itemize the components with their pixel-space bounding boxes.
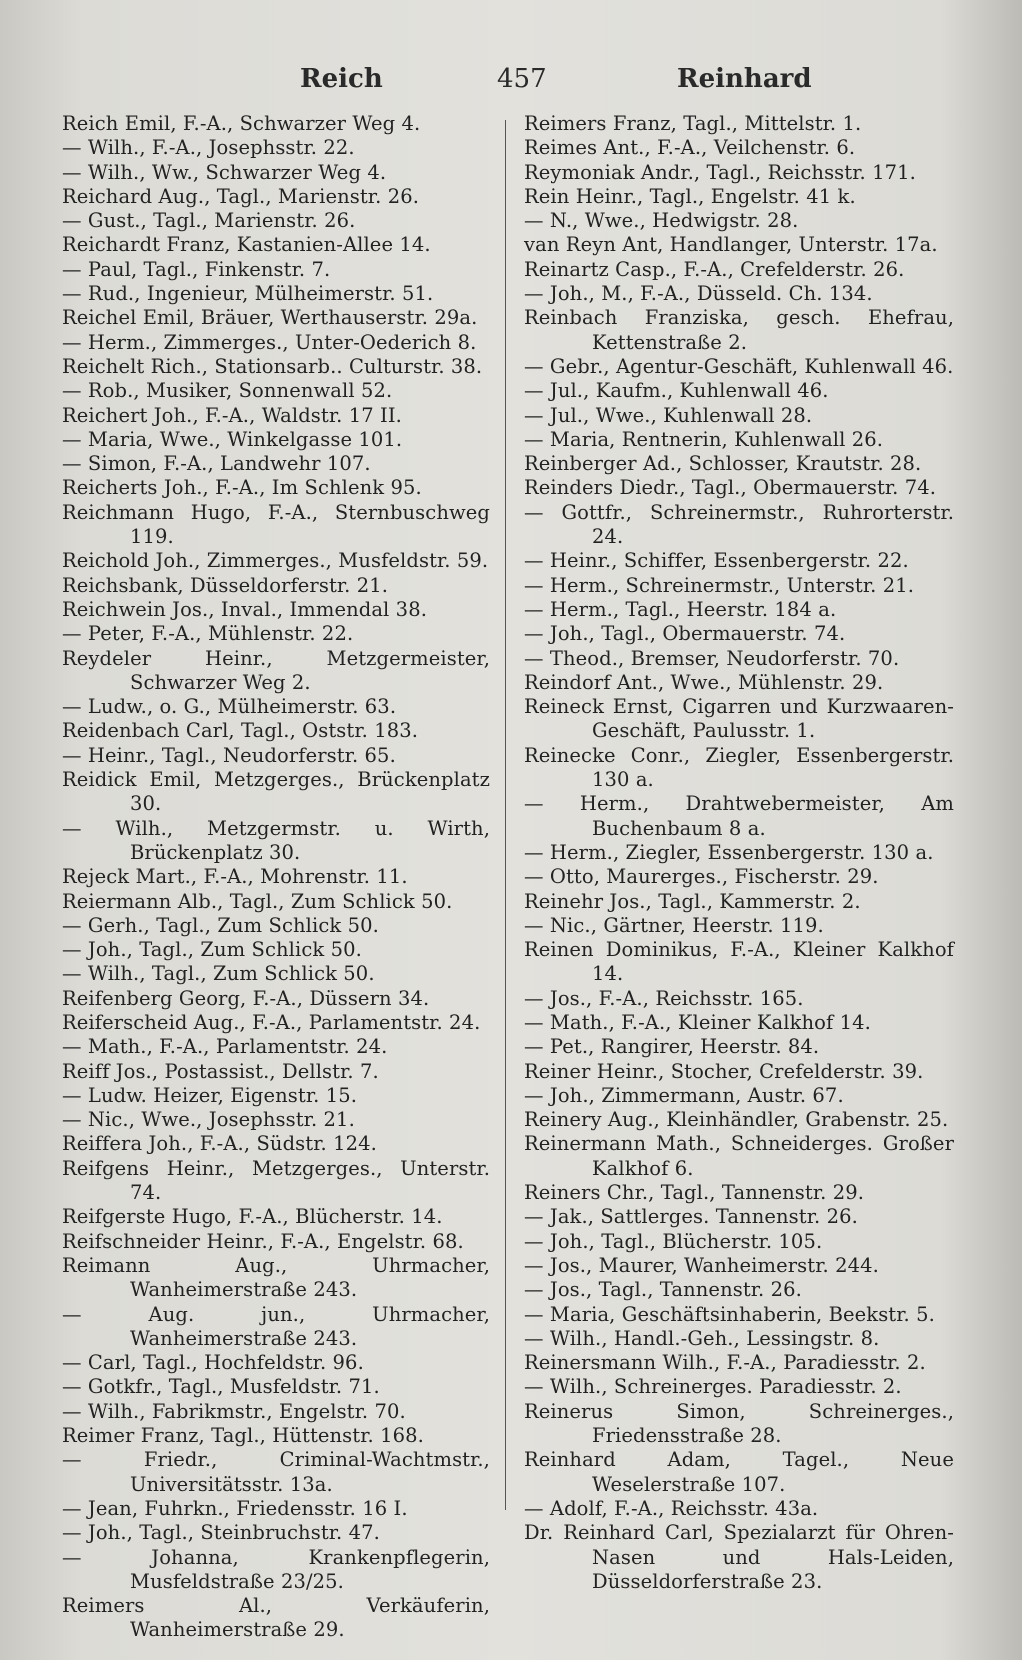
directory-entry: — Jak., Sattlerges. Tannenstr. 26. (524, 1205, 858, 1229)
directory-entry: Reinermann Math., Schneiderges. Großer Kalkhof 6. (524, 1132, 954, 1180)
directory-entry: — Herm., Tagl., Heerstr. 184 a. (524, 597, 837, 621)
directory-entry: Reimers Al., Verkäuferin, Wanheimerstraße 29. (62, 1594, 490, 1642)
directory-entry: Reichel Emil, Bräuer, Werthauserstr. 29a. (62, 306, 478, 330)
directory-entry: — Wilh., Handl.-Geh., Lessingstr. 8. (524, 1326, 880, 1350)
directory-entry: — Joh., Zimmermann, Austr. 67. (524, 1083, 844, 1107)
directory-entry: Reinery Aug., Kleinhändler, Grabenstr. 25. (524, 1108, 949, 1132)
directory-entry: — Joh., Tagl., Blücherstr. 105. (524, 1229, 823, 1253)
directory-entry: Reinberger Ad., Schlosser, Krautstr. 28. (524, 452, 922, 476)
directory-entry: — Johanna, Krankenpflegerin, Musfeldstraße 23/25. (62, 1545, 490, 1593)
directory-entry: — Maria, Geschäftsinhaberin, Beekstr. 5. (524, 1302, 935, 1326)
directory-entry: Reifgerste Hugo, F.-A., Blücherstr. 14. (62, 1205, 443, 1229)
directory-entry: Reymoniak Andr., Tagl., Reichsstr. 171. (524, 160, 916, 184)
directory-entry: Reinehr Jos., Tagl., Kammerstr. 2. (524, 889, 861, 913)
directory-entry: Reiermann Alb., Tagl., Zum Schlick 50. (62, 889, 453, 913)
directory-entry: Reichmann Hugo, F.-A., Sternbuschweg 119. (62, 500, 490, 549)
directory-entry: Reichwein Jos., Inval., Immendal 38. (62, 597, 427, 621)
directory-entry: Reichard Aug., Tagl., Marienstr. 26. (62, 184, 419, 208)
directory-entry: Reiner Heinr., Stocher, Crefelderstr. 39. (524, 1059, 924, 1083)
directory-entry: Rejeck Mart., F.-A., Mohrenstr. 11. (62, 865, 408, 889)
directory-entry: Reiferscheid Aug., F.-A., Parlamentstr. 24. (62, 1010, 481, 1034)
directory-entry: — Wilh., Schreinerges. Paradiesstr. 2. (524, 1375, 902, 1399)
directory-entry: Reinhard Adam, Tagel., Neue Weselerstraße 107. (524, 1448, 954, 1496)
directory-entry: — Rud., Ingenieur, Mülheimerstr. 51. (62, 282, 434, 306)
header-first-name: Reich (300, 64, 383, 94)
directory-entry: — Herm., Ziegler, Essenbergerstr. 130 a. (524, 840, 934, 864)
directory-entry: — N., Wwe., Hedwigstr. 28. (524, 209, 799, 233)
directory-entry: Reifenberg Georg, F.-A., Düssern 34. (62, 986, 430, 1010)
directory-entry: — Adolf, F.-A., Reichsstr. 43a. (524, 1496, 819, 1520)
directory-entry: — Maria, Wwe., Winkelgasse 101. (62, 427, 403, 451)
header-last-name: Reinhard (677, 64, 812, 94)
directory-entry: Rein Heinr., Tagl., Engelstr. 41 k. (524, 184, 856, 208)
directory-entry: — Jean, Fuhrkn., Friedensstr. 16 I. (62, 1496, 408, 1520)
directory-entry: — Ludw. Heizer, Eigenstr. 15. (62, 1083, 358, 1107)
directory-entry: Reinecke Conr., Ziegler, Essenbergerstr. 130 a. (524, 743, 954, 792)
directory-entry: — Herm., Schreinermstr., Unterstr. 21. (524, 573, 915, 597)
directory-entry: — Jos., Tagl., Tannenstr. 26. (524, 1278, 802, 1302)
directory-entry: — Jul., Wwe., Kuhlenwall 28. (524, 403, 813, 427)
directory-entry: — Heinr., Tagl., Neudorferstr. 65. (62, 743, 396, 767)
directory-entry: Reydeler Heinr., Metzgermeister, Schwarzer Weg 2. (62, 646, 490, 694)
directory-entry: — Math., F.-A., Kleiner Kalkhof 14. (524, 1010, 871, 1034)
directory-entry: Reimer Franz, Tagl., Hüttenstr. 168. (62, 1424, 424, 1448)
directory-entry: — Aug. jun., Uhrmacher, Wanheimerstraße 243. (62, 1302, 490, 1350)
directory-entry: — Ludw., o. G., Mülheimerstr. 63. (62, 695, 397, 719)
directory-entry: Reifgens Heinr., Metzgerges., Unterstr. 74. (62, 1156, 490, 1205)
directory-entry: — Jos., Maurer, Wanheimerstr. 244. (524, 1253, 879, 1277)
directory-entry: Reindorf Ant., Wwe., Mühlenstr. 29. (524, 670, 884, 694)
column-divider (505, 120, 506, 1510)
directory-entry: — Herm., Zimmerges., Unter-Oederich 8. (62, 330, 477, 354)
page-header (0, 64, 1022, 104)
directory-entry: — Joh., Tagl., Steinbruchstr. 47. (62, 1521, 380, 1545)
directory-entry: van Reyn Ant, Handlanger, Unterstr. 17a. (524, 233, 938, 257)
directory-entry: — Wilh., Metzgermstr. u. Wirth, Brückenplatz 30. (62, 816, 490, 864)
directory-entry: — Pet., Rangirer, Heerstr. 84. (524, 1035, 820, 1059)
directory-entry: Reichardt Franz, Kastanien-Allee 14. (62, 233, 431, 257)
directory-entry: Reinartz Casp., F.-A., Crefelderstr. 26. (524, 257, 905, 281)
directory-entry: — Joh., Tagl., Zum Schlick 50. (62, 938, 362, 962)
directory-entry: — Rob., Musiker, Sonnenwall 52. (62, 379, 393, 403)
directory-entry: Reimes Ant., F.-A., Veilchenstr. 6. (524, 136, 856, 160)
directory-entry: — Nic., Wwe., Josephsstr. 21. (62, 1108, 355, 1132)
directory-entry: Reinen Dominikus, F.-A., Kleiner Kalkhof 14. (524, 938, 954, 986)
directory-entry: — Carl, Tagl., Hochfeldstr. 96. (62, 1351, 364, 1375)
right-column (524, 112, 954, 1594)
directory-entry: Reimers Franz, Tagl., Mittelstr. 1. (524, 112, 862, 135)
directory-entry: — Wilh., Ww., Schwarzer Weg 4. (62, 160, 387, 184)
directory-entry: — Gerh., Tagl., Zum Schlick 50. (62, 913, 379, 937)
directory-entry: — Simon, F.-A., Landwehr 107. (62, 452, 371, 476)
directory-entry: — Paul, Tagl., Finkenstr. 7. (62, 257, 331, 281)
directory-entry: Reifschneider Heinr., F.-A., Engelstr. 68. (62, 1229, 464, 1253)
directory-entry: Reinders Diedr., Tagl., Obermauerstr. 74. (524, 476, 937, 500)
directory-entry: Dr. Reinhard Carl, Spezialarzt für Ohren-Nasen und Hals-Leiden, Düsseldorferstraße 23. (524, 1521, 954, 1593)
directory-entry: — Jul., Kaufm., Kuhlenwall 46. (524, 379, 829, 403)
directory-entry: — Otto, Maurerges., Fischerstr. 29. (524, 865, 879, 889)
directory-entry: Reich Emil, F.-A., Schwarzer Weg 4. (62, 112, 421, 135)
directory-entry: Reichert Joh., F.-A., Waldstr. 17 II. (62, 403, 402, 427)
directory-entry: — Wilh., Fabrikmstr., Engelstr. 70. (62, 1399, 406, 1423)
directory-entry: — Herm., Drahtwebermeister, Am Buchenbaum 8 a. (524, 792, 954, 840)
directory-entry: Reimann Aug., Uhrmacher, Wanheimerstraße 243. (62, 1253, 490, 1302)
directory-entry: — Gotkfr., Tagl., Musfeldstr. 71. (62, 1375, 380, 1399)
directory-entry: Reicherts Joh., F.-A., Im Schlenk 95. (62, 476, 422, 500)
directory-entry: — Theod., Bremser, Neudorferstr. 70. (524, 646, 900, 670)
directory-entry: — Gebr., Agentur-Geschäft, Kuhlenwall 46. (524, 354, 954, 378)
directory-entry: — Wilh., F.-A., Josephsstr. 22. (62, 136, 355, 160)
directory-entry: — Maria, Rentnerin, Kuhlenwall 26. (524, 427, 884, 451)
directory-entry: — Math., F.-A., Parlamentstr. 24. (62, 1035, 388, 1059)
directory-entry: — Jos., F.-A., Reichsstr. 165. (524, 986, 804, 1010)
directory-entry: — Gust., Tagl., Marienstr. 26. (62, 209, 356, 233)
directory-entry: Reinersmann Wilh., F.-A., Paradiesstr. 2. (524, 1351, 926, 1375)
directory-entry: — Joh., Tagl., Obermauerstr. 74. (524, 622, 846, 646)
directory-entry: Reiffera Joh., F.-A., Südstr. 124. (62, 1132, 377, 1156)
directory-entry: — Nic., Gärtner, Heerstr. 119. (524, 913, 824, 937)
directory-entry: Reineck Ernst, Cigarren und Kurzwaaren-Geschäft, Paulusstr. 1. (524, 695, 954, 743)
directory-entry: Reiff Jos., Postassist., Dellstr. 7. (62, 1059, 379, 1083)
directory-entry: — Joh., M., F.-A., Düsseld. Ch. 134. (524, 282, 873, 306)
directory-entry: Reidick Emil, Metzgerges., Brückenplatz 30. (62, 768, 490, 816)
directory-entry: Reichold Joh., Zimmerges., Musfeldstr. 59. (62, 549, 489, 573)
directory-entry: — Friedr., Criminal-Wachtmstr., Universitätsstr. 13a. (62, 1448, 490, 1496)
directory-entry: Reinbach Franziska, gesch. Ehefrau, Kettenstraße 2. (524, 306, 954, 354)
directory-entry: Reichelt Rich., Stationsarb.. Culturstr. 38. (62, 354, 483, 378)
directory-entry: Reinerus Simon, Schreinerges., Friedensstraße 28. (524, 1399, 954, 1448)
left-column (62, 112, 490, 1643)
page-number: 457 (497, 64, 547, 94)
directory-entry: Reichsbank, Düsseldorferstr. 21. (62, 573, 389, 597)
directory-entry: — Peter, F.-A., Mühlenstr. 22. (62, 622, 354, 646)
directory-entry: Reidenbach Carl, Tagl., Oststr. 183. (62, 719, 419, 743)
directory-entry: — Gottfr., Schreinermstr., Ruhrorterstr. 24. (524, 500, 954, 549)
directory-entry: — Wilh., Tagl., Zum Schlick 50. (62, 962, 375, 986)
directory-entry: Reiners Chr., Tagl., Tannenstr. 29. (524, 1181, 865, 1205)
directory-entry: — Heinr., Schiffer, Essenbergerstr. 22. (524, 549, 909, 573)
